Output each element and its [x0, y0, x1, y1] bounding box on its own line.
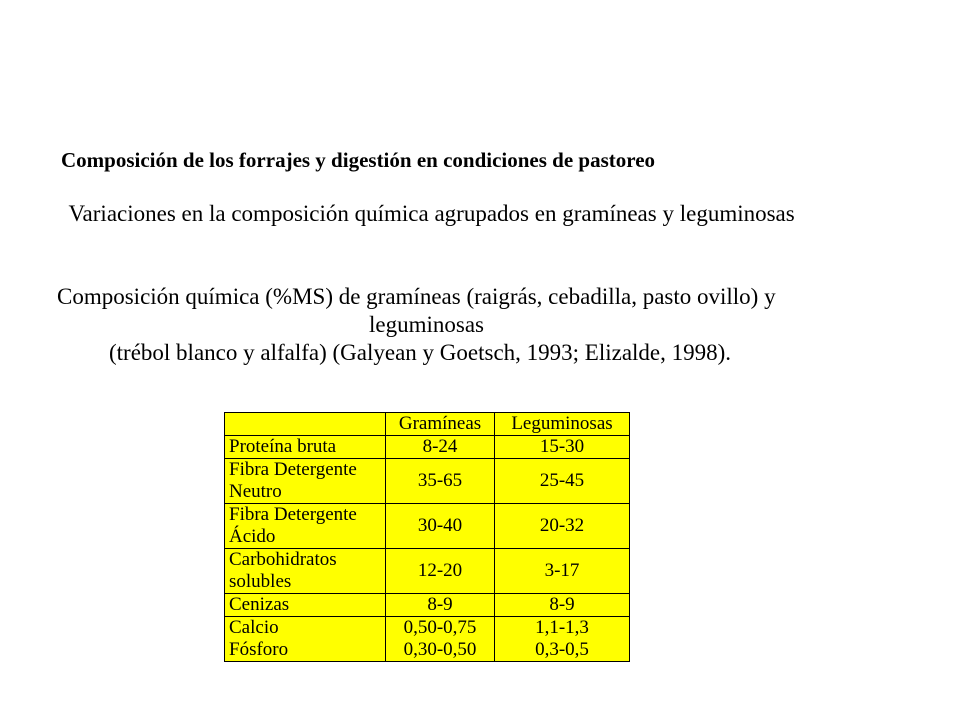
table-row: [225, 504, 630, 549]
intro-text: Variaciones en la composición química agrupados en gramíneas y leguminosas: [68, 201, 795, 226]
gramineas-value-cell: [386, 594, 495, 617]
table-row: [225, 459, 630, 504]
leguminosas-value-line: 0,3-0,5: [535, 639, 589, 660]
leguminosas-value-cell: [495, 617, 630, 662]
leguminosas-value-line: 3-17: [544, 560, 580, 581]
caption-line-3: (trébol blanco y alfalfa) (Galyean y Goetsch, 1993; Elizalde, 1998).: [109, 340, 732, 365]
row-label-line: Fósforo: [229, 639, 289, 660]
gramineas-value-cell: [386, 549, 495, 594]
row-label-cell: [225, 617, 386, 662]
leguminosas-value-line: 15-30: [539, 436, 585, 457]
leguminosas-value-cell: [495, 594, 630, 617]
table-row: [225, 617, 630, 662]
page-title: Composición de los forrajes y digestión en condiciones de pastoreo: [61, 148, 656, 172]
header-cell-empty: [225, 413, 386, 436]
gramineas-value-cell: [386, 436, 495, 459]
row-label-cell: [225, 504, 386, 549]
gramineas-value-line: 30-40: [417, 515, 463, 536]
leguminosas-value-line: 1,1-1,3: [535, 617, 589, 638]
gramineas-value-line: 0,50-0,75: [403, 617, 477, 638]
leguminosas-value-line: 25-45: [539, 470, 585, 491]
table-row: [225, 436, 630, 459]
table-row: [225, 594, 630, 617]
row-label-line: Carbohidratos: [229, 549, 337, 570]
intro-paragraph: [57, 200, 795, 228]
table-caption: [57, 283, 807, 367]
row-label-line: Proteína bruta: [229, 436, 337, 457]
row-label-cell: [225, 549, 386, 594]
row-label-line: Fibra Detergente: [229, 504, 357, 525]
gramineas-value-line: 35-65: [417, 470, 463, 491]
composition-table: [224, 412, 630, 662]
row-label-line: Neutro: [229, 481, 282, 502]
leguminosas-value-cell: [495, 459, 630, 504]
table-row: [225, 549, 630, 594]
header-cell-gramineas: Gramíneas: [386, 413, 495, 436]
gramineas-value-cell: [386, 459, 495, 504]
caption-line-2: leguminosas: [369, 312, 484, 337]
caption-line-1: Composición química (%MS) de gramíneas (raigrás, cebadilla, pasto ovillo) y: [57, 284, 776, 309]
row-label-line: Cenizas: [229, 594, 290, 615]
leguminosas-value-cell: [495, 549, 630, 594]
row-label-cell: [225, 459, 386, 504]
row-label-cell: [225, 436, 386, 459]
gramineas-value-cell: [386, 617, 495, 662]
gramineas-value-line: 12-20: [417, 560, 463, 581]
leguminosas-value-cell: [495, 504, 630, 549]
row-label-line: solubles: [229, 571, 292, 592]
gramineas-value-cell: [386, 504, 495, 549]
gramineas-value-line: 8-24: [422, 436, 458, 457]
row-label-line: Fibra Detergente: [229, 459, 357, 480]
leguminosas-value-cell: [495, 436, 630, 459]
row-label-line: Calcio: [229, 617, 279, 638]
gramineas-value-line: 0,30-0,50: [403, 639, 477, 660]
table-header-row: [225, 413, 630, 436]
header-cell-leguminosas: Leguminosas: [495, 413, 630, 436]
leguminosas-value-line: 8-9: [549, 594, 575, 615]
row-label-line: Ácido: [229, 526, 276, 547]
row-label-cell: [225, 594, 386, 617]
gramineas-value-line: 8-9: [427, 594, 453, 615]
leguminosas-value-line: 20-32: [539, 515, 585, 536]
